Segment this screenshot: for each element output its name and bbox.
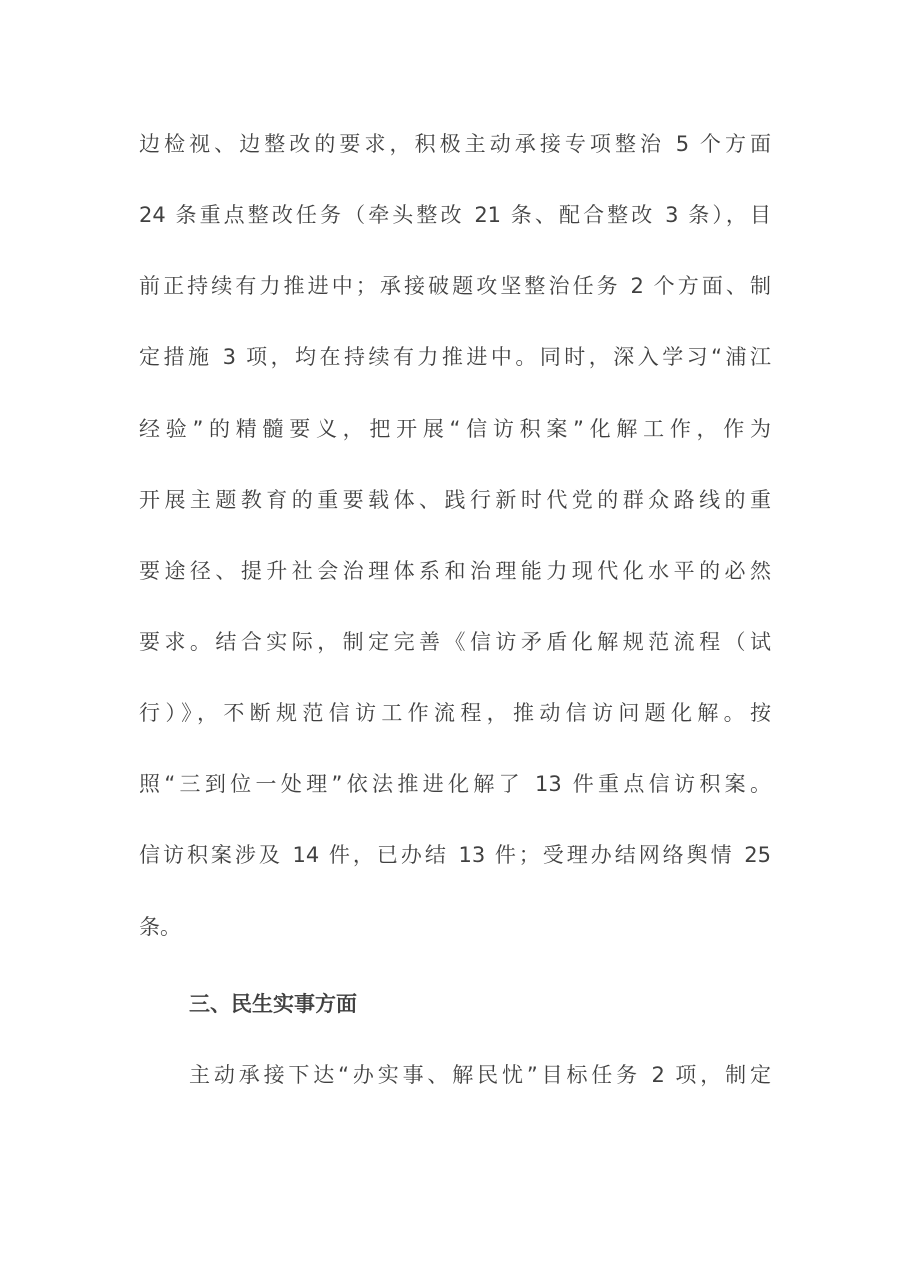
section-heading: 三、民生实事方面 [189, 992, 357, 1016]
paragraph-line-1: 边检视、边整改的要求，积极主动承接专项整治 5 个方面 [139, 132, 771, 156]
paragraph-line-4: 定措施 3 项，均在持续有力推进中。同时，深入学习“浦江 [139, 345, 771, 369]
paragraph-line-11: 信访积案涉及 14 件，已办结 13 件；受理办结网络舆情 25 [139, 843, 771, 867]
paragraph-line-9: 行）》，不断规范信访工作流程，推动信访问题化解。按 [139, 701, 771, 725]
paragraph-line-8: 要求。结合实际，制定完善《信访矛盾化解规范流程（试 [139, 630, 771, 654]
section-paragraph-line-1: 主动承接下达“办实事、解民忧”目标任务 2 项，制定 [189, 1063, 771, 1087]
paragraph-line-5: 经验”的精髓要义，把开展“信访积案”化解工作，作为 [139, 417, 771, 441]
paragraph-line-3: 前正持续有力推进中；承接破题攻坚整治任务 2 个方面、制 [139, 274, 771, 298]
paragraph-line-2: 24 条重点整改任务（牵头整改 21 条、配合整改 3 条），目 [139, 203, 771, 227]
paragraph-line-7: 要途径、提升社会治理体系和治理能力现代化水平的必然 [139, 559, 771, 583]
paragraph-line-6: 开展主题教育的重要载体、践行新时代党的群众路线的重 [139, 488, 771, 512]
paragraph-line-12: 条。 [139, 915, 181, 939]
paragraph-line-10: 照“三到位一处理”依法推进化解了 13 件重点信访积案。 [139, 772, 771, 796]
